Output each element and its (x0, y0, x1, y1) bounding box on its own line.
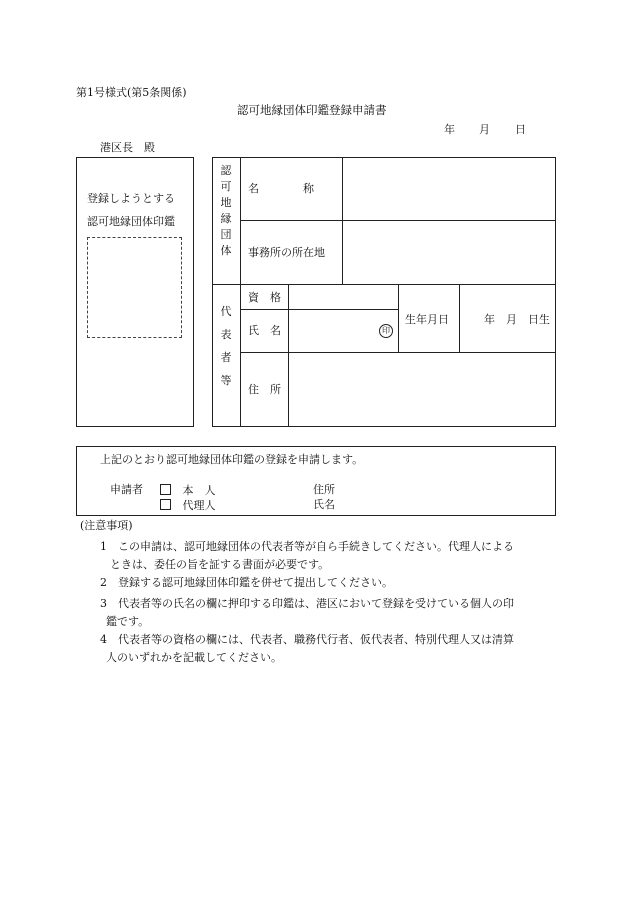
applicant-address-label: 住所 (313, 483, 335, 496)
rep-name-label: 氏 名 (248, 324, 281, 337)
form-number: 第1号様式(第5条関係) (76, 86, 187, 99)
group-vertical-label: 認 可 地 縁 団 体 (220, 164, 232, 257)
office-address-label: 事務所の所在地 (248, 246, 325, 259)
applicant-name-label: 氏名 (313, 498, 335, 511)
note-item-1: 1 この申請は、認可地縁団体の代表者等が自ら手続きしてください。代理人による ときは、委任の旨を証する書面が必要です。 (100, 540, 514, 571)
seal-mark: 印 (379, 324, 393, 338)
applicant-label: 申請者 (110, 483, 143, 496)
label-column-divider (240, 157, 241, 427)
option-agent[interactable] (160, 499, 216, 511)
date-day: 日 (515, 123, 526, 136)
rep-address-field[interactable] (292, 356, 552, 424)
qualification-row-divider (240, 309, 398, 310)
form-title: 認可地縁団体印鑑登録申請書 (237, 103, 387, 117)
birthdate-label-left-divider (398, 284, 399, 352)
qualification-field[interactable] (292, 287, 396, 307)
seal-impression-area[interactable] (87, 237, 182, 338)
note-item-3: 3 代表者等の氏名の欄に押印する印鑑は、港区において登録を受けている個人の印 鑑です。 (100, 597, 514, 628)
rep-address-label: 住 所 (248, 383, 281, 396)
representative-vertical-label: 代 表 者 等 (220, 305, 232, 387)
date-year: 年 (444, 123, 455, 136)
office-address-field[interactable] (345, 223, 553, 281)
notes-heading: (注意事項) (80, 519, 133, 532)
rep-label-divider (288, 284, 289, 427)
option-agent-checkbox[interactable] (160, 499, 171, 510)
group-section-divider (212, 284, 556, 285)
seal-panel-label-1: 登録しようとする (87, 192, 175, 205)
option-self-checkbox[interactable] (160, 484, 171, 495)
application-statement: 上記のとおり認可地縁団体印鑑の登録を申請します。 (100, 453, 364, 466)
group-name-label: 名 称 (248, 182, 314, 195)
option-agent-label: 代理人 (182, 499, 216, 512)
date-month: 月 (479, 123, 490, 136)
birthdate-value[interactable]: 年 月 日生 (484, 313, 550, 326)
option-self-label: 本 人 (182, 484, 216, 497)
note-item-2: 2 登録する認可地縁団体印鑑を併せて提出してください。 (100, 576, 393, 589)
rep-name-field[interactable] (292, 312, 378, 350)
seal-panel-label-2: 認可地縁団体印鑑 (87, 215, 175, 228)
name-row-divider (240, 220, 556, 221)
addressee: 港区長 殿 (100, 141, 155, 154)
group-name-field[interactable] (345, 160, 553, 218)
note-item-4: 4 代表者等の資格の欄には、代表者、職務代行者、仮代表者、特別代理人又は清算 人のいずれかを記載してください。 (100, 633, 514, 664)
option-self[interactable] (160, 484, 216, 496)
qualification-label: 資 格 (248, 291, 281, 304)
birthdate-label: 生年月日 (405, 313, 449, 326)
birthdate-label-right-divider (459, 284, 460, 352)
